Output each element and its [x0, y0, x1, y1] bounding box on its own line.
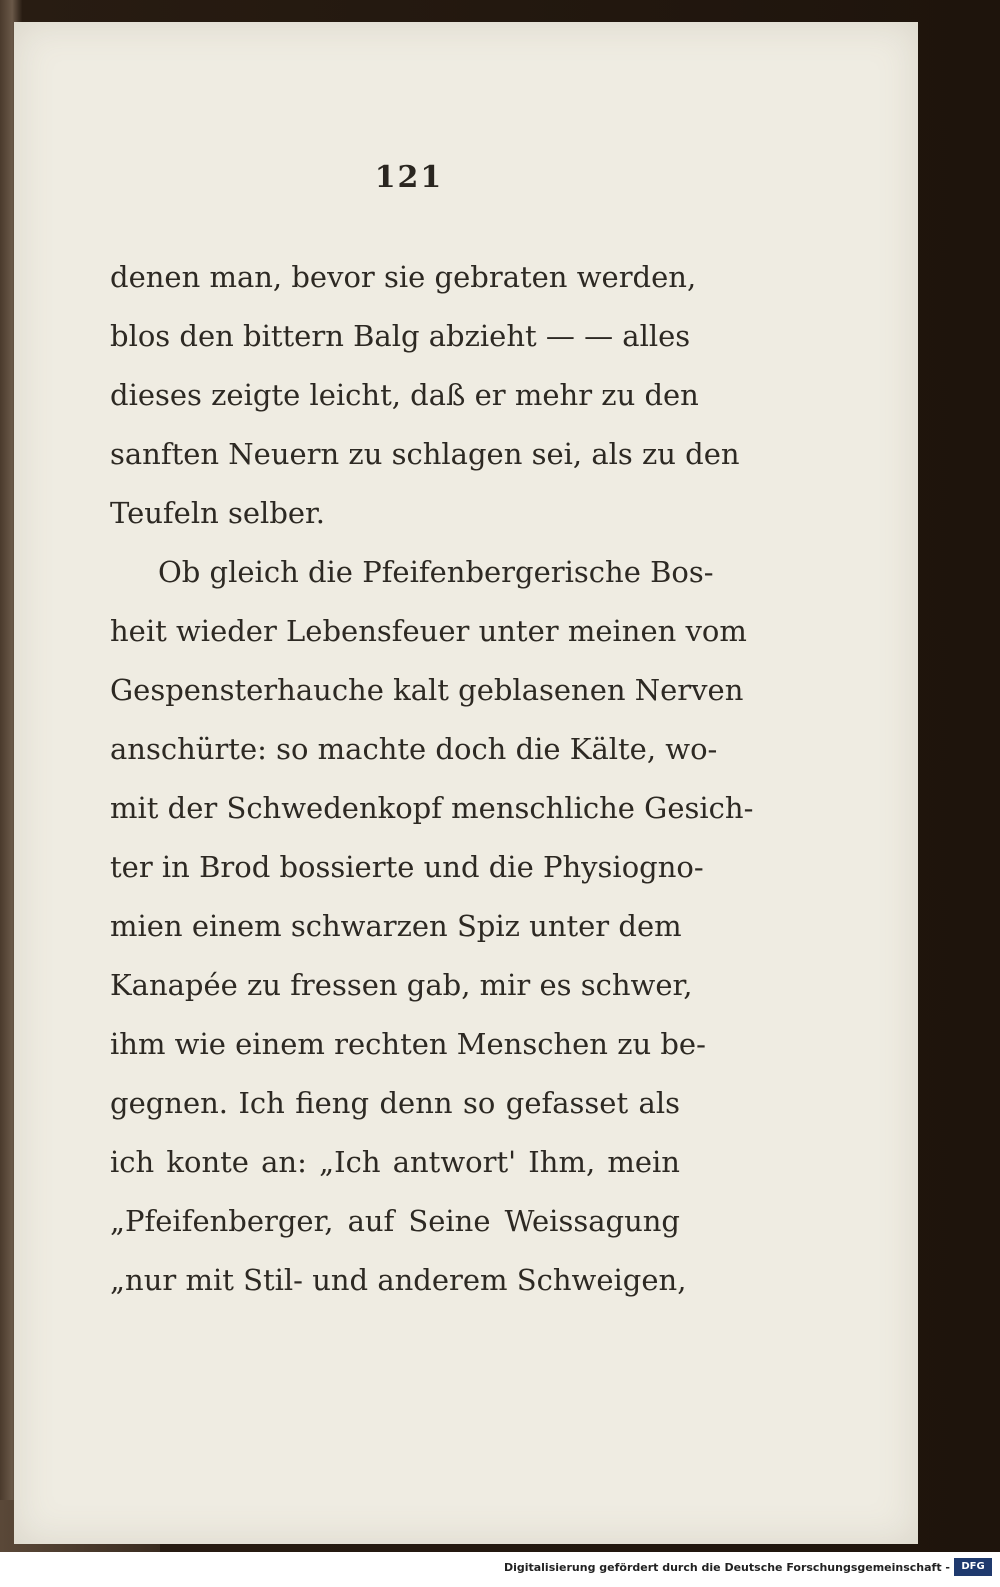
text-line: blos den bittern Balg abzieht — — alles [110, 319, 691, 353]
text-line: sanften Neuern zu schlagen sei, als zu den [110, 437, 740, 471]
text-line: „Pfeifenberger, auf Seine Weissagung [110, 1204, 680, 1238]
text-line: ich konte an: „Ich antwort' Ihm, mein [110, 1145, 680, 1179]
page-number: 121 [374, 160, 444, 195]
text-line: ter in Brod bossierte und die Physiogno- [110, 850, 704, 884]
text-line: ihm wie einem rechten Menschen zu be- [110, 1027, 706, 1061]
text-line: Ob gleich die Pfeifenbergerische Bos- [158, 555, 714, 589]
book-page [14, 22, 918, 1544]
dfg-logo: DFG [954, 1558, 992, 1576]
text-line: denen man, bevor sie gebraten werden, [110, 260, 697, 294]
body-text [110, 248, 754, 1310]
text-line: gegnen. Ich fieng denn so gefasset als [110, 1086, 680, 1120]
text-line: heit wieder Lebensfeuer unter meinen vom [110, 614, 747, 648]
text-line: Kanapée zu fressen gab, mir es schwer, [110, 968, 693, 1002]
text-line: anschürte: so machte doch die Kälte, wo- [110, 732, 718, 766]
text-line: dieses zeigte leicht, daß er mehr zu den [110, 378, 699, 412]
text-line: „nur mit Stil- und anderem Schweigen, [110, 1263, 687, 1297]
text-line: mit der Schwedenkopf menschliche Gesich- [110, 791, 754, 825]
text-line: Teufeln selber. [110, 496, 325, 530]
text-line: mien einem schwarzen Spiz unter dem [110, 909, 682, 943]
funding-notice: Digitalisierung gefördert durch die Deutsche Forschungsgemeinschaft - [503, 1561, 950, 1574]
text-line: Gespensterhauche kalt geblasenen Nerven [110, 673, 744, 707]
